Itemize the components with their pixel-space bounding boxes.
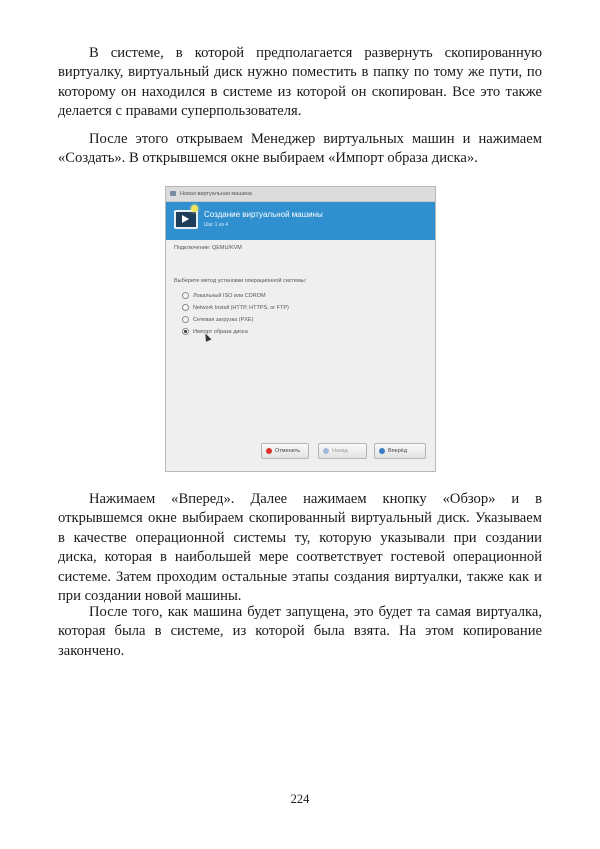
window-icon bbox=[170, 191, 176, 196]
forward-arrow-icon bbox=[379, 448, 385, 454]
option-local-iso[interactable] bbox=[182, 292, 266, 299]
option-label: Network Install (HTTP, HTTPS, or FTP) bbox=[193, 304, 289, 311]
option-label: Сетевая загрузка (PXE) bbox=[193, 316, 254, 323]
next-button[interactable] bbox=[374, 443, 426, 459]
paragraph-3: Нажимаем «Вперед». Далее нажимаем кнопку «Обзор» и в открывшемся окне выбираем скопированный виртуальный диск. Указываем в качестве операционной системы ту, которую указывали при создании диска, которая в наибольшей мере соответствует гостевой операционной системе. Затем проходим остальные этапы создания виртуалки, также как и при создании новой машины. bbox=[58, 491, 542, 605]
page-number: 224 bbox=[290, 792, 310, 806]
back-button-label: Назад bbox=[332, 448, 348, 454]
paragraph-4: После того, как машина будет запущена, это будет та самая виртуалка, которая была в системе, из которой была взята. На этом копирование закончено. bbox=[58, 604, 542, 659]
paragraph-2: После этого открываем Менеджер виртуальных машин и нажимаем «Создать». В открывшемся окне выбираем «Импорт образа диска». bbox=[58, 131, 542, 167]
cancel-icon bbox=[266, 448, 272, 454]
back-arrow-icon bbox=[323, 448, 329, 454]
option-label: Импорт образа диска bbox=[193, 328, 248, 335]
radio-selected-icon[interactable] bbox=[182, 328, 189, 335]
sparkle-icon bbox=[191, 205, 198, 212]
next-button-label: Вперёд bbox=[388, 448, 408, 454]
dialog-titlebar bbox=[166, 187, 435, 202]
dialog-header bbox=[166, 202, 435, 240]
dialog-header-subtitle: Шаг 1 из 4 bbox=[204, 222, 229, 228]
back-button[interactable] bbox=[318, 443, 367, 459]
paragraph-1: В системе, в которой предполагается развернуть скопированную виртуалку, виртуальный диск нужно поместить в папку по тому же пути, по которому он находился в системе из которой он скопирован. Все это также делается с правами суперпользователя. bbox=[58, 45, 542, 120]
cancel-button-label: Отменить bbox=[275, 448, 301, 454]
option-import-disk-image[interactable] bbox=[182, 328, 248, 335]
cancel-button[interactable] bbox=[261, 443, 309, 459]
option-label: Локальный ISO или CDROM bbox=[193, 292, 266, 299]
option-pxe[interactable] bbox=[182, 316, 253, 323]
radio-icon[interactable] bbox=[182, 292, 189, 299]
connection-label: Подключение: QEMU/KVM bbox=[174, 245, 242, 251]
dialog-window-title: Новая виртуальная машина bbox=[180, 191, 252, 197]
dialog-screenshot bbox=[165, 186, 436, 472]
radio-icon[interactable] bbox=[182, 316, 189, 323]
install-method-label: Выберите метод установки операционной системы: bbox=[174, 278, 307, 284]
radio-icon[interactable] bbox=[182, 304, 189, 311]
dialog-header-title: Создание виртуальной машины bbox=[204, 210, 323, 219]
option-network-install[interactable] bbox=[182, 304, 289, 311]
monitor-icon bbox=[174, 210, 198, 229]
